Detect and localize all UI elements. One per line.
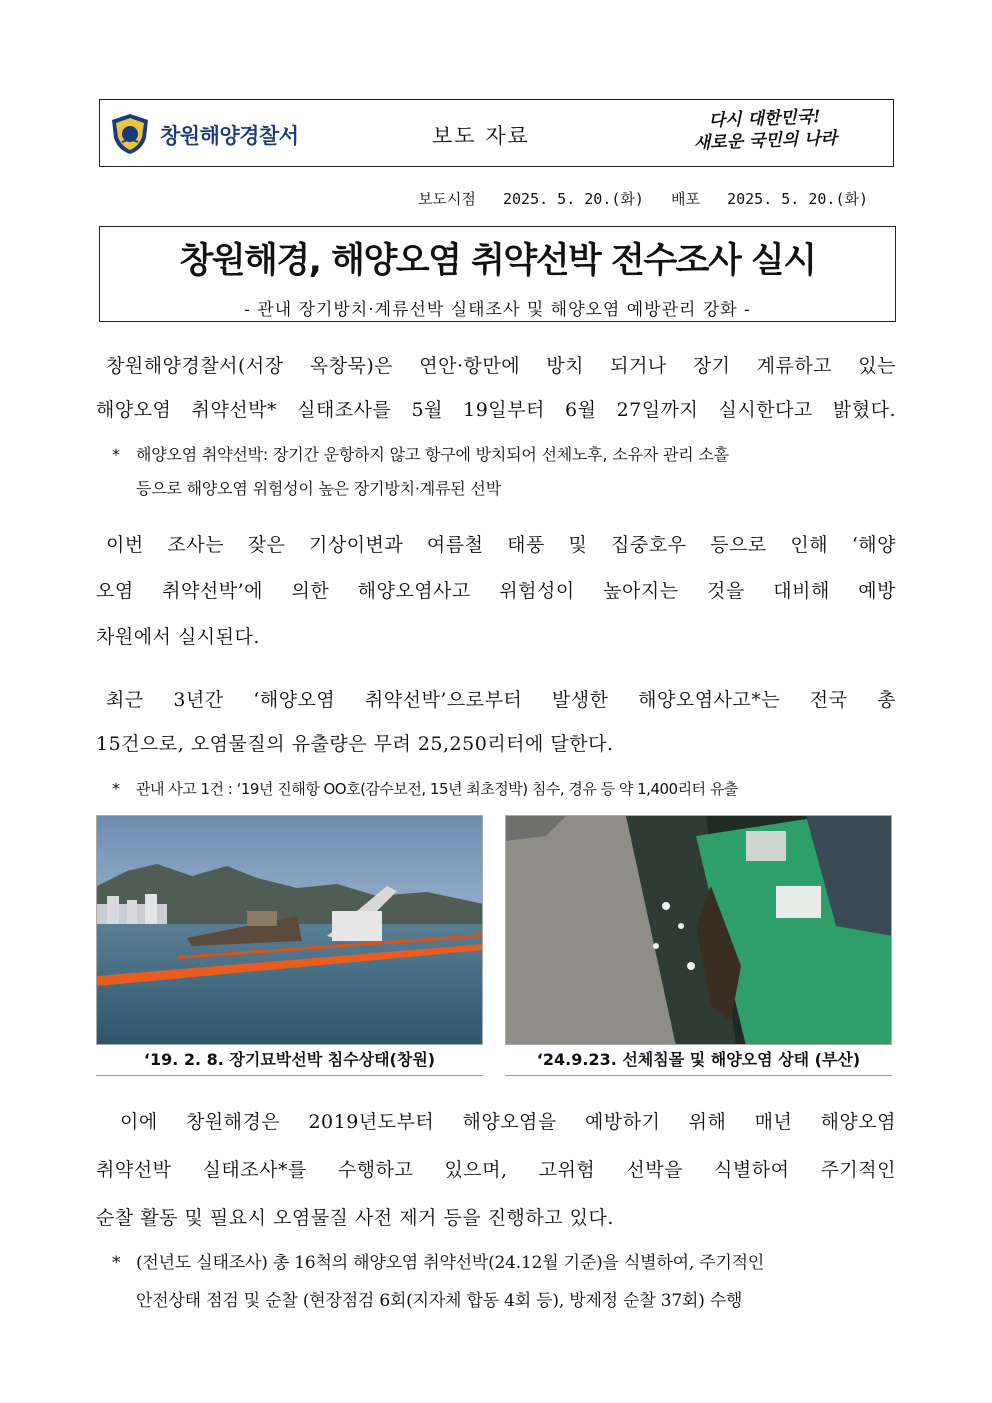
paragraph-line: 창원해양경찰서(서장 옥창묵)은 연안·항만에 방치 되거나 장기 계류하고 있는 xyxy=(106,355,896,377)
release-date-line: 보도시점 2025. 5. 20.(화) 배포 2025. 5. 20.(화) xyxy=(417,190,868,208)
paragraph-line: 15건으로, 오염물질의 유출량은 무려 25,250리터에 달한다. xyxy=(96,733,614,755)
photo-caption-left: ‘19. 2. 8. 장기묘박선박 침수상태(창원) xyxy=(96,1046,483,1076)
paragraph-line: 해양오염 취약선박* 실태조사를 5월 19일부터 6월 27일까지 실시한다고 밝혔다. xyxy=(96,399,896,421)
footnote-line: 등으로 해양오염 위험성이 높은 장기방치·계류된 선박 xyxy=(136,479,501,498)
paragraph-1 xyxy=(96,344,896,432)
footnote-line: 해양오염 취약선박: 장기간 운항하지 않고 항구에 방치되어 선체노후, 소유자 관리 소홀 xyxy=(136,445,729,464)
footnote-line: 관내 사고 1건 : ‘19년 진해항 OO호(감수보전, 15년 최초정박) 침수, 경유 등 약 1,400리터 유출 xyxy=(136,780,738,798)
footnote-line: 안전상태 점검 및 순찰 (현장점검 6회(지자체 합동 4회 등), 방제정 순찰 37회) 수행 xyxy=(136,1291,743,1311)
paragraph-line: 이번 조사는 잦은 기상이변과 여름철 태풍 및 집중호우 등으로 인해 ‘해양 xyxy=(106,534,896,556)
paragraph-4 xyxy=(96,1098,896,1242)
coast-guard-emblem-icon xyxy=(108,112,152,156)
harbor-photo-illustration xyxy=(97,816,483,1045)
photo-sinking-vessel xyxy=(96,815,483,1045)
slogan-line-2: 새로운 국민의 나라 xyxy=(693,128,838,154)
paragraph-line: 취약선박 실태조사*를 수행하고 있으며, 고위험 선박을 식별하여 주기적인 xyxy=(96,1159,896,1181)
slogan-line-1: 다시 대한민국! xyxy=(708,107,821,131)
agency-name: 창원해양경찰서 xyxy=(160,124,299,148)
main-title: 창원해경, 해양오염 취약선박 전수조사 실시 xyxy=(179,241,816,281)
paragraph-line: 이에 창원해경은 2019년도부터 해양오염을 예방하기 위해 매년 해양오염 xyxy=(120,1111,896,1133)
footnote-1 xyxy=(112,438,898,506)
press-header xyxy=(99,99,894,167)
footnote-marker: * xyxy=(112,1253,121,1273)
paragraph-line: 차원에서 실시된다. xyxy=(96,626,260,648)
footnote-marker: * xyxy=(112,445,120,464)
footnote-marker: * xyxy=(112,779,120,798)
photo-caption-right: ‘24.9.23. 선체침몰 및 해양오염 상태 (부산) xyxy=(505,1046,892,1076)
sub-title: - 관내 장기방치·계류선박 실태조사 및 해양오염 예방관리 강화 - xyxy=(244,300,751,320)
agency-logo xyxy=(108,112,408,156)
title-box xyxy=(99,226,896,322)
footnote-2 xyxy=(112,772,898,806)
doc-type-label: 보도 자료 xyxy=(432,124,530,148)
aerial-photo-illustration xyxy=(506,816,892,1045)
paragraph-line: 최근 3년간 ‘해양오염 취약선박’으로부터 발생한 해양오염사고*는 전국 총 xyxy=(106,689,896,711)
footnote-line: (전년도 실태조사) 총 16척의 해양오염 취약선박(24.12월 기준)을 식별하여, 주기적인 xyxy=(136,1253,765,1273)
footnote-3 xyxy=(112,1244,898,1320)
paragraph-line: 순찰 활동 및 필요시 오염물질 사전 제거 등을 진행하고 있다. xyxy=(96,1207,614,1229)
slogan xyxy=(664,105,865,156)
paragraph-line: 오염 취약선박’에 의한 해양오염사고 위험성이 높아지는 것을 대비해 예방 xyxy=(96,580,896,602)
paragraph-2 xyxy=(96,522,896,660)
paragraph-3 xyxy=(96,678,896,766)
photo-oil-pollution xyxy=(505,815,892,1045)
